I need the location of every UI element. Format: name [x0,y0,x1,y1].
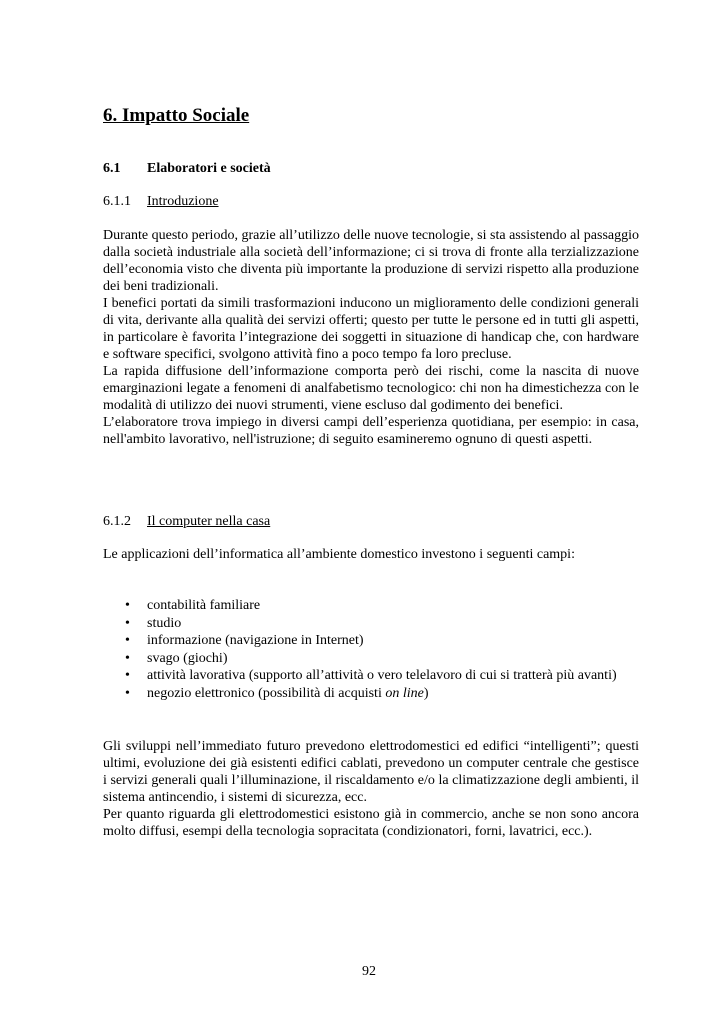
paragraph: Per quanto riguarda gli elettrodomestici esistono già in commercio, anche se non sono ancora molto diffusi, esempi della tecnologia sopracitata (condizionatori, forni, lavatrici, ecc.). [103,807,639,839]
list-item [125,632,617,650]
bullet-icon: • [125,633,130,648]
section-title: Elaboratori e società [147,161,271,176]
list-item-text-end: ) [423,685,429,701]
paragraph: Gli sviluppi nell’immediato futuro prevedono elettrodomestici ed edifici “intelligenti”; questi ultimi, evoluzione dei già esistenti edifici cablati, prevedono un computer centrale che gestisce i servizi generali quali l’illuminazione, il riscaldamento e/o la climatizzazione degli ambienti, il sistema antincendio, i sistemi di sicurezza, ecc. [103,739,639,805]
document-page [103,0,639,1024]
list-item-text: studio [147,615,182,631]
bullet-icon: • [125,685,130,701]
paragraph: I benefici portati da simili trasformazioni inducono un miglioramento delle condizioni generali di vita, derivante alla qualità dei servizi offerti; questo per tutte le persone ed in tutti gli aspetti, in particolare è favorita l’integrazione dei soggetti in situazione di handicap che, con hardware e software specifici, svolgono attività fino a poco tempo fa loro precluse. [103,296,639,362]
paragraph: La rapida diffusione dell’informazione comporta però dei rischi, come la nascita di nuove emarginazioni legate a fenomeni di analfabetismo tecnologico: chi non ha dimestichezza con le modalità di utilizzo dei nuovi strumenti, viene escluso dal godimento dei benefici. [103,364,639,413]
list-item [125,597,617,615]
list-item [125,685,617,703]
chapter-title: 6. Impatto Sociale [103,105,250,126]
list-item-text: informazione (navigazione in Internet) [147,633,364,648]
list-item-text: attività lavorativa (supporto all’attività o vero telelavoro di cui si tratterà più avanti) [147,668,617,683]
list-item-text: contabilità familiare [147,598,261,613]
page-number: 92 [362,964,376,979]
subsection-heading-computer-casa [103,513,270,531]
bullet-icon: • [125,668,130,683]
subsection-title: Il computer nella casa [147,514,271,529]
paragraph: Durante questo periodo, grazie all’utilizzo delle nuove tecnologie, si sta assistendo al passaggio dalla società industriale alla società dell’informazione; ci si trova di fronte alla terzializzazione dell’economia visto che diventa più importante la produzione di servizi rispetto alla produzione dei beni tradizionali. [103,228,639,294]
list-item [125,615,617,633]
section-heading [103,160,271,178]
section-number: 6.1 [103,161,121,176]
bullet-icon: • [125,650,130,666]
bullet-list [125,597,617,702]
list-item-text: svago (giochi) [147,650,228,666]
list-item-italic: on line [385,685,424,701]
list-item [125,667,617,685]
subsection-title: Introduzione [147,194,219,209]
subsection-number: 6.1.1 [103,194,131,209]
bullet-icon: • [125,615,130,631]
intro-text-block [103,227,639,448]
subsection-heading-introduzione [103,193,219,211]
subsection-number: 6.1.2 [103,514,131,529]
list-item [125,650,617,668]
list-intro: Le applicazioni dell’informatica all’ambiente domestico investono i seguenti campi: [103,547,575,562]
bullet-icon: • [125,598,130,613]
home-text-block [103,738,639,840]
paragraph: L’elaboratore trova impiego in diversi campi dell’esperienza quotidiana, per esempio: in casa, nell'ambito lavorativo, nell'istruzione; di seguito esamineremo ognuno di questi aspetti. [103,415,639,447]
list-item-text: negozio elettronico (possibilità di acquisti [147,685,386,701]
